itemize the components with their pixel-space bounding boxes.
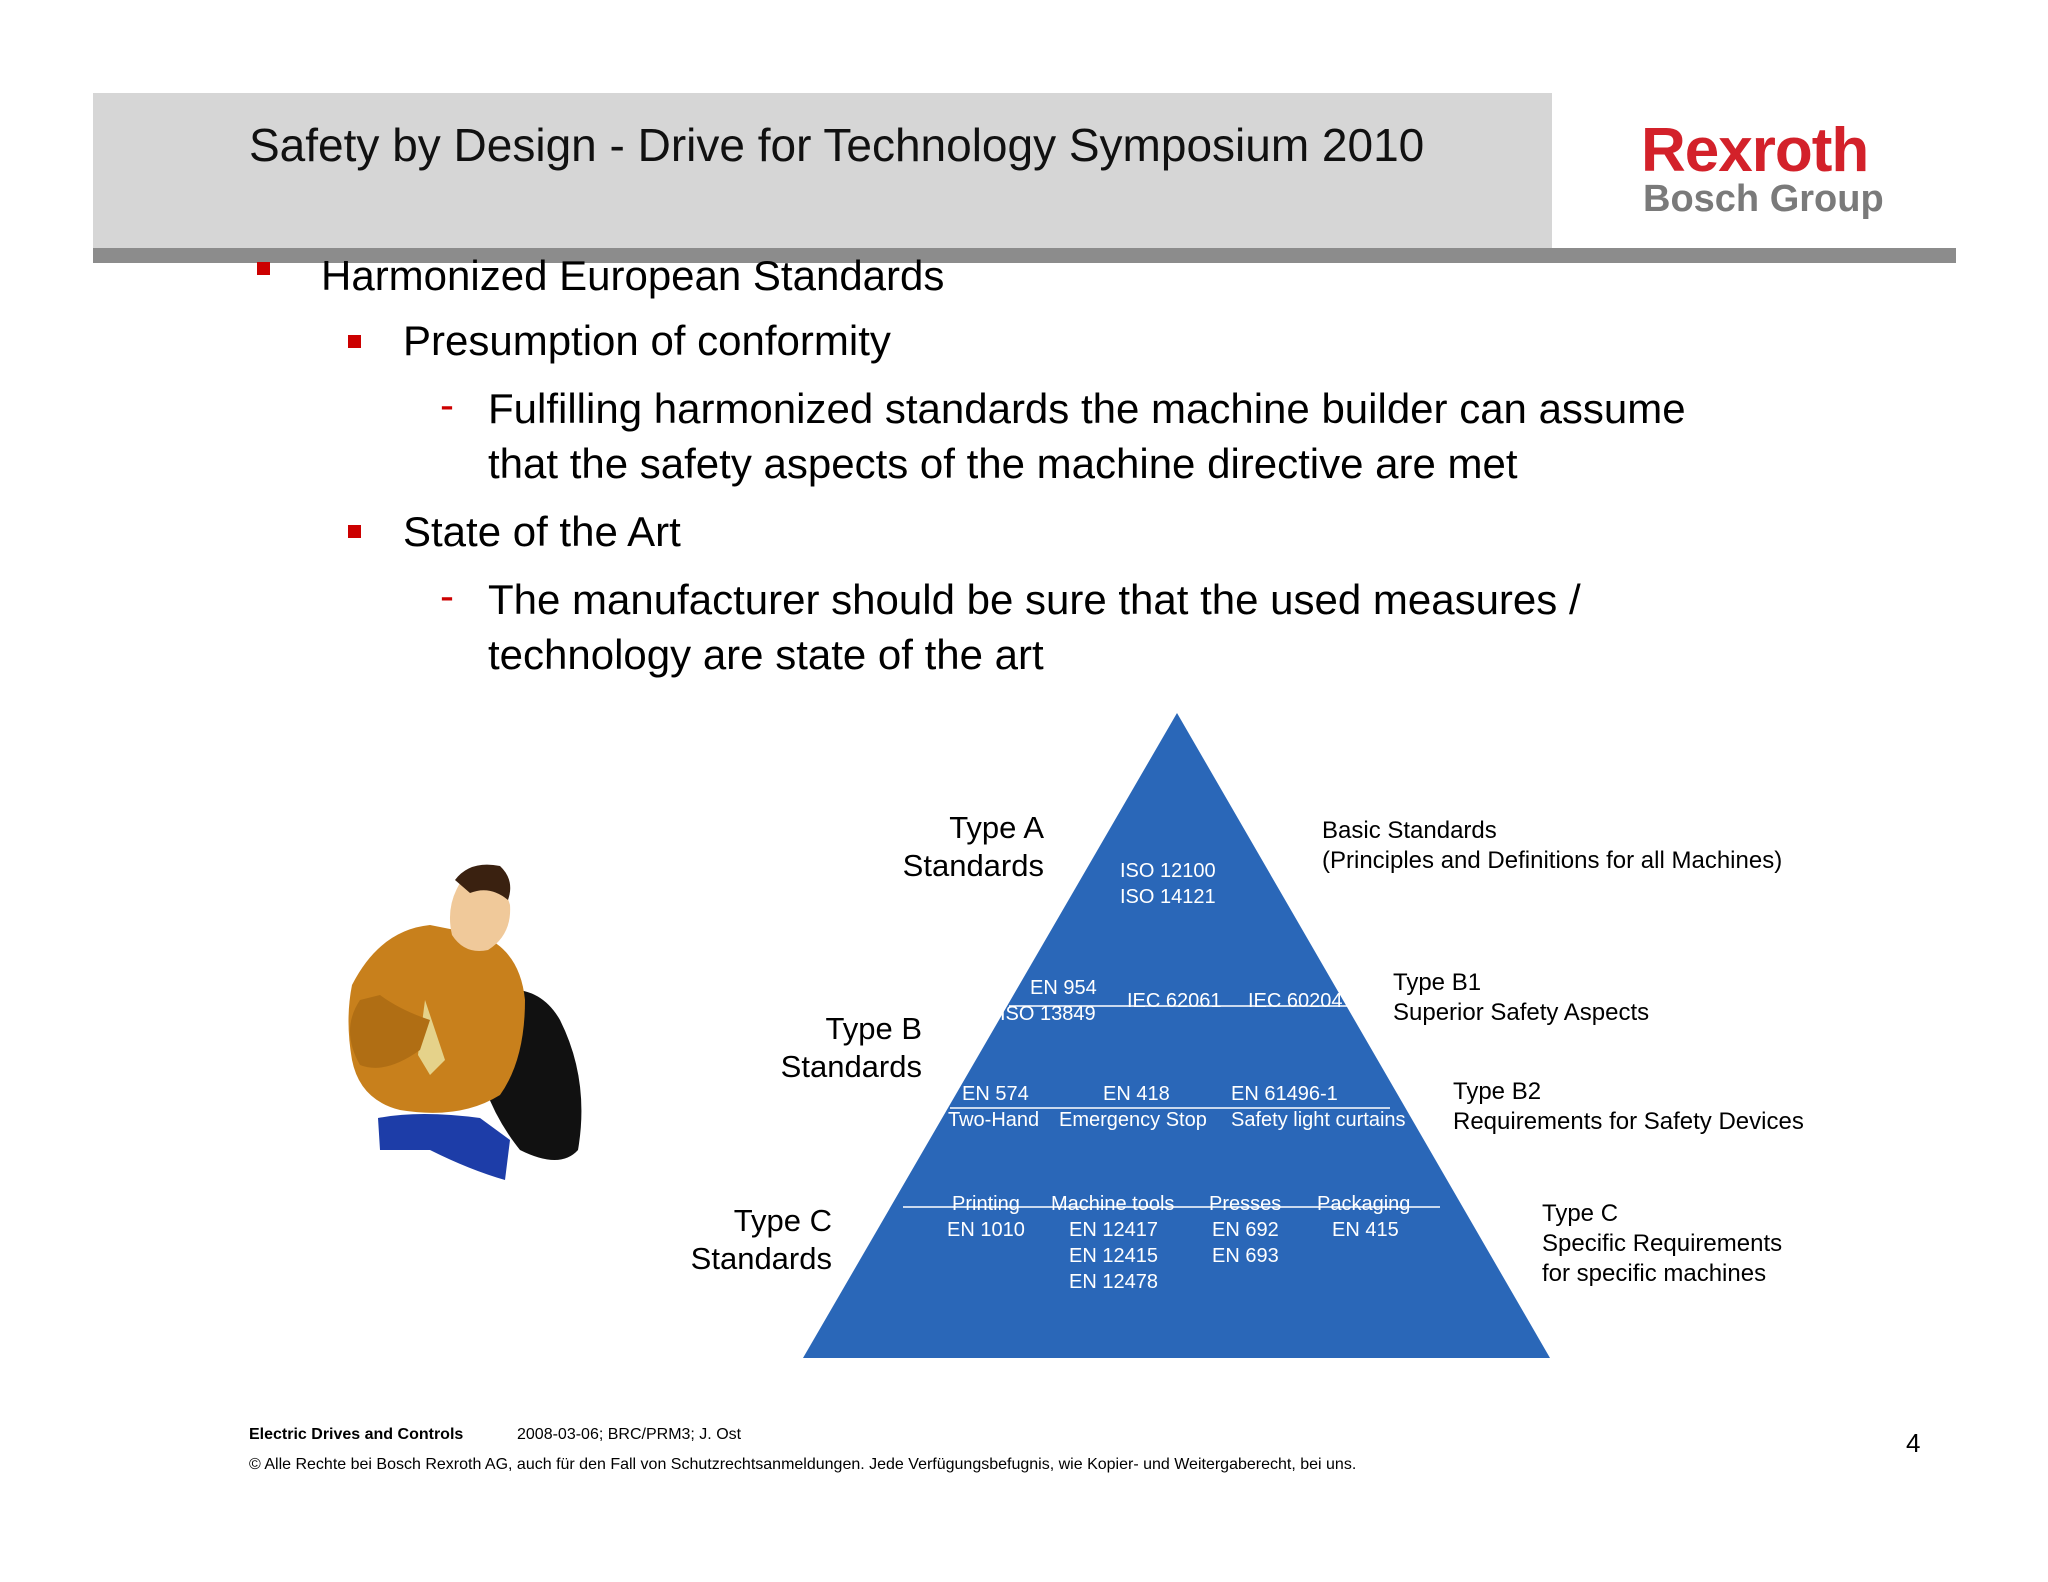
bullet-fulfilling-line1: Fulfilling harmonized standards the machine builder can assume <box>488 385 1686 432</box>
label-type-a-l1: Type A <box>949 810 1044 845</box>
name-emergency-stop: Emergency Stop <box>1059 1109 1207 1131</box>
code-iso-14121: ISO 14121 <box>1120 886 1216 908</box>
label-type-b <box>700 1010 922 1086</box>
code-iec-60204: IEC 60204 <box>1248 990 1343 1012</box>
desc-basic-standards <box>1322 816 1782 876</box>
desc-basic-l1: Basic Standards <box>1322 817 1497 844</box>
desc-c-l3: for specific machines <box>1542 1260 1767 1287</box>
desc-b1-l1: Type B1 <box>1393 969 1482 996</box>
code-en-693: EN 693 <box>1212 1245 1279 1267</box>
desc-type-b2 <box>1453 1077 1804 1137</box>
label-type-a <box>820 809 1044 885</box>
desc-basic-l2: (Principles and Definitions for all Machines) <box>1322 847 1783 874</box>
label-type-c <box>600 1202 832 1278</box>
code-en-418: EN 418 <box>1103 1083 1170 1105</box>
dash-icon: - <box>440 381 454 428</box>
bosch-group-logo: Bosch Group <box>1643 178 1884 220</box>
desc-b2-l1: Type B2 <box>1453 1078 1542 1105</box>
name-two-hand: Two-Hand <box>948 1109 1040 1131</box>
desc-c-l1: Type C <box>1542 1200 1619 1227</box>
head-packaging: Packaging <box>1317 1193 1411 1215</box>
page-number: 4 <box>1906 1428 1921 1458</box>
bullet-state-of-art: State of the Art <box>403 508 681 555</box>
label-type-b-l2: Standards <box>780 1049 922 1084</box>
rexroth-logo: Rexroth <box>1641 116 1869 185</box>
bullet-presumption: Presumption of conformity <box>403 317 891 364</box>
head-printing: Printing <box>952 1193 1020 1215</box>
bullet-fulfilling-line2: that the safety aspects of the machine directive are met <box>488 440 1518 487</box>
name-safety-light-curtains: Safety light curtains <box>1231 1109 1406 1131</box>
desc-c-l2: Specific Requirements <box>1542 1230 1783 1257</box>
label-type-c-l2: Standards <box>690 1241 832 1276</box>
head-machine-tools: Machine tools <box>1051 1193 1175 1215</box>
desc-type-c <box>1542 1199 1782 1289</box>
code-en-415: EN 415 <box>1332 1219 1399 1241</box>
bullet-manufacturer-line2: technology are state of the art <box>488 631 1044 678</box>
code-iso-12100: ISO 12100 <box>1120 860 1216 882</box>
head-presses: Presses <box>1209 1193 1282 1215</box>
footer-copyright: © Alle Rechte bei Bosch Rexroth AG, auch für den Fall von Schutzrechtsanmeldungen. Jede Verfügungsbefugnis, wie Kopier- und Weitergaberecht, bei uns. <box>249 1456 1357 1473</box>
code-en-12417: EN 12417 <box>1069 1219 1158 1241</box>
code-en-12478: EN 12478 <box>1069 1271 1158 1293</box>
code-en-574: EN 574 <box>962 1083 1029 1105</box>
label-type-b-l1: Type B <box>825 1011 922 1046</box>
code-en-12415: EN 12415 <box>1069 1245 1158 1267</box>
code-iso-13849: ISO 13849 <box>1000 1003 1096 1025</box>
bullet-manufacturer-line1: The manufacturer should be sure that the used measures / <box>488 576 1581 623</box>
code-en-954: EN 954 <box>1030 977 1097 999</box>
slide-title: Safety by Design - Drive for Technology Symposium 2010 <box>249 119 1425 171</box>
desc-type-b1 <box>1393 968 1649 1028</box>
label-type-a-l2: Standards <box>902 848 1044 883</box>
mechanic-clipart-icon <box>349 865 582 1180</box>
code-iec-62061: IEC 62061 <box>1127 990 1222 1012</box>
desc-b2-l2: Requirements for Safety Devices <box>1453 1108 1804 1135</box>
bullet-l1: Harmonized European Standards <box>321 252 945 299</box>
footer-division: Electric Drives and Controls <box>249 1426 464 1443</box>
footer-meta: 2008-03-06; BRC/PRM3; J. Ost <box>517 1426 742 1443</box>
code-en-692: EN 692 <box>1212 1219 1279 1241</box>
dash-icon: - <box>440 572 454 619</box>
label-type-c-l1: Type C <box>733 1203 832 1238</box>
code-en-61496-1: EN 61496-1 <box>1231 1083 1338 1105</box>
code-en-1010: EN 1010 <box>947 1219 1025 1241</box>
desc-b1-l2: Superior Safety Aspects <box>1393 999 1650 1026</box>
